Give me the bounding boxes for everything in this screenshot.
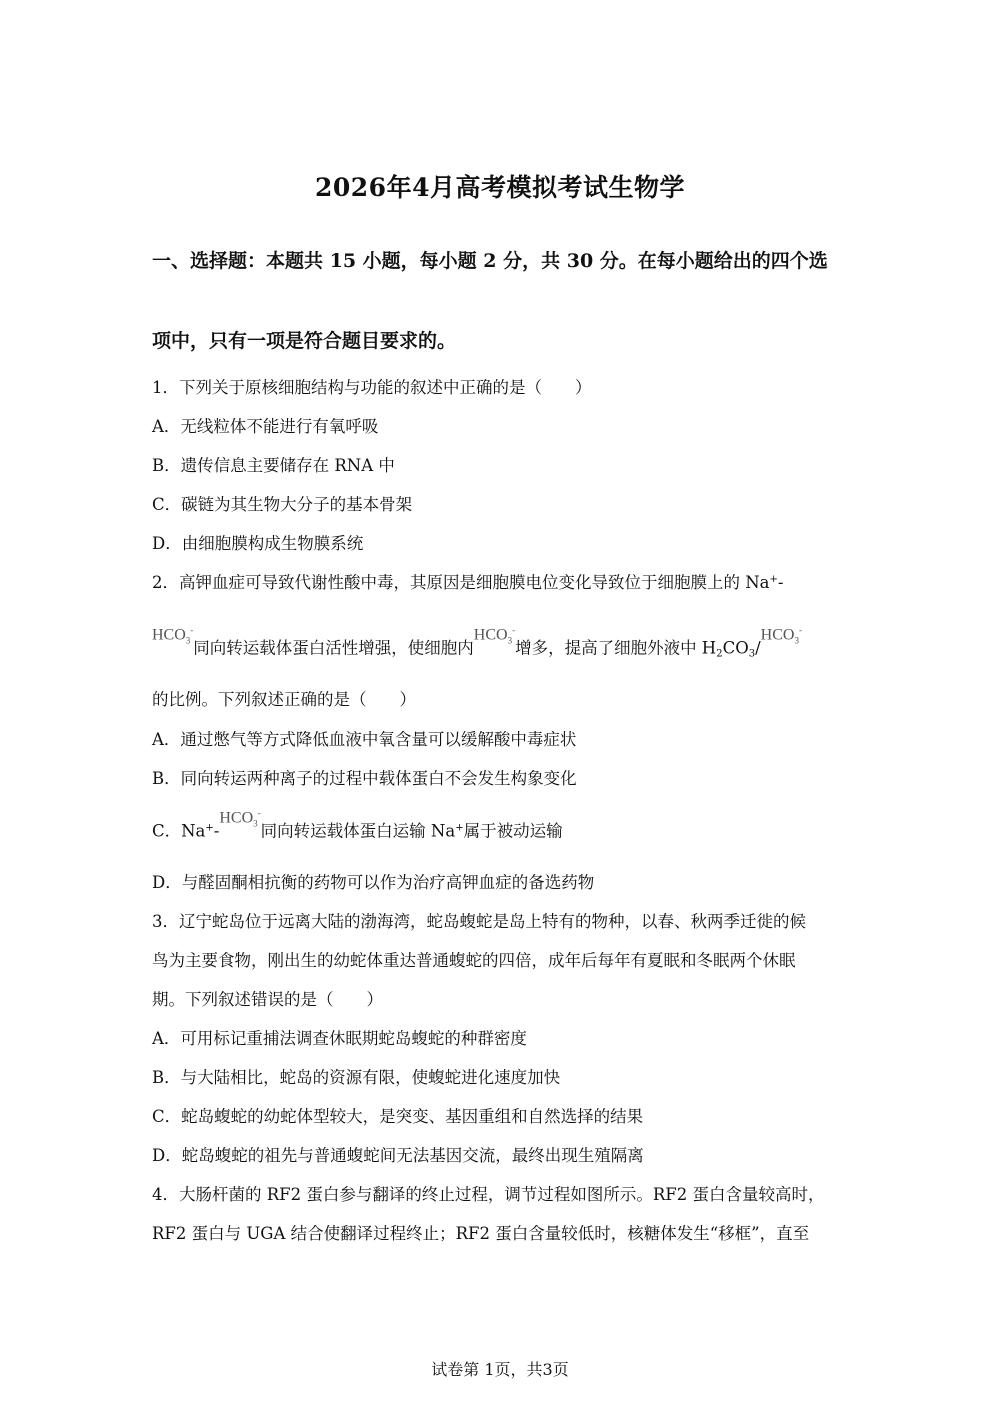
section-heading-line-2: 项中，只有一项是符合题目要求的。 <box>152 330 457 352</box>
q2-option-c <box>152 808 563 843</box>
section-heading-line-1: 一、选择题：本题共 15 小题，每小题 2 分，共 30 分。在每小题给出的四个选 <box>152 250 828 272</box>
q1-option-c: C．碳链为其生物大分子的基本骨架 <box>152 495 413 514</box>
q3-option-b: B．与大陆相比，蛇岛的资源有限，使蝮蛇进化速度加快 <box>152 1068 561 1087</box>
q3-stem-line-2: 鸟为主要食物，刚出生的幼蛇体重达普通蝮蛇的四倍，成年后每年有夏眠和冬眠两个休眠 <box>152 951 796 970</box>
q2-stem-text-a: 2．高钾血症可导致代谢性酸中毒，其原因是细胞膜电位变化导致位于细胞膜上的 Na <box>152 573 770 592</box>
co-text: CO <box>722 638 749 658</box>
q3-stem-line-1: 3．辽宁蛇岛位于远离大陆的渤海湾，蛇岛蝮蛇是岛上特有的物种，以春、秋两季迁徙的候 <box>152 912 806 931</box>
bicarbonate-formula-2: $HCO_3^-$ <box>473 625 516 646</box>
q2-stem-line-3: 的比例。下列叙述正确的是（ ） <box>152 690 416 709</box>
q2-stem-line-1 <box>152 575 784 592</box>
na-charge: + <box>769 574 778 585</box>
q2-option-c-prefix: C．Na <box>152 821 206 841</box>
q1-option-a: A．无线粒体不能进行有氧呼吸 <box>152 417 379 436</box>
na-charge-c2: + <box>455 822 464 834</box>
ratio-slash: / <box>755 638 761 658</box>
q2-option-d: D．与醛固酮相抗衡的药物可以作为治疗高钾血症的备选药物 <box>152 873 595 892</box>
q2-stem-line-2 <box>152 625 802 660</box>
q4-stem-line-2: RF2 蛋白与 UGA 结合使翻译过程终止；RF2 蛋白含量较低时，核糖体发生“移框”，直至 <box>152 1224 810 1243</box>
q4-stem-line-1: 4．大肠杆菌的 RF2 蛋白参与翻译的终止过程，调节过程如图所示。RF2 蛋白含量较高时， <box>152 1185 825 1204</box>
q3-option-c: C．蛇岛蝮蛇的幼蛇体型较大，是突变、基因重组和自然选择的结果 <box>152 1107 644 1126</box>
q2-dash: - <box>777 573 784 592</box>
h-subscript: 2 <box>716 648 723 660</box>
q1-option-d: D．由细胞膜构成生物膜系统 <box>152 534 364 553</box>
q3-option-a: A．可用标记重捕法调查休眠期蛇岛蝮蛇的种群密度 <box>152 1029 527 1048</box>
q2-option-c-dash: - <box>213 821 220 841</box>
bicarbonate-formula-1: $HCO_3^-$ <box>152 625 194 646</box>
q2-option-c-end: 属于被动运输 <box>463 821 563 841</box>
q2-stem-text-b2: 增多，提高了细胞外液中 H <box>515 638 717 658</box>
q3-option-d: D．蛇岛蝮蛇的祖先与普通蝮蛇间无法基因交流，最终出现生殖隔离 <box>152 1146 644 1165</box>
q2-option-a: A．通过憋气等方式降低血液中氧含量可以缓解酸中毒症状 <box>152 730 577 749</box>
q2-stem-text-b1: 同向转运载体蛋白活性增强，使细胞内 <box>193 638 474 658</box>
q1-option-b: B．遗传信息主要储存在 RNA 中 <box>152 456 395 475</box>
q2-option-c-mid: 同向转运载体蛋白运输 Na <box>260 821 456 841</box>
q1-stem: 1．下列关于原核细胞结构与功能的叙述中正确的是（ ） <box>152 378 592 397</box>
page-footer: 试卷第 1页，共3页 <box>431 1360 569 1379</box>
q2-option-b: B．同向转运两种离子的过程中载体蛋白不会发生构象变化 <box>152 769 577 788</box>
bicarbonate-formula-4: $HCO_3^-$ <box>219 808 261 829</box>
q3-stem-line-3: 期。下列叙述错误的是（ ） <box>152 990 383 1009</box>
co-subscript: 3 <box>748 648 756 660</box>
page-title: 2026年4月高考模拟考试生物学 <box>315 173 685 202</box>
bicarbonate-formula-3: $HCO_3^-$ <box>760 625 802 646</box>
na-charge-c: + <box>205 822 214 834</box>
